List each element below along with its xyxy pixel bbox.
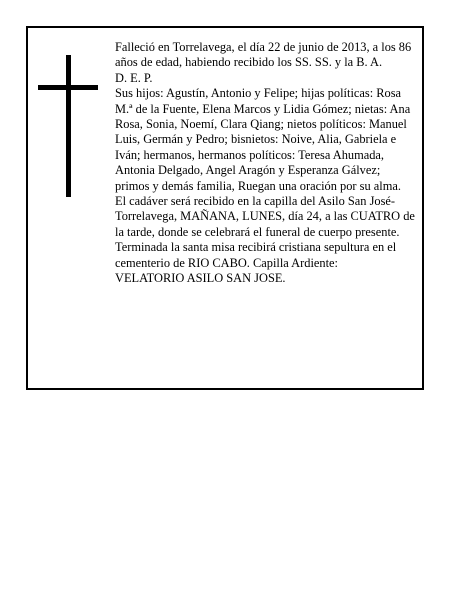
- obituary-text: [115, 40, 415, 287]
- obituary-body: Sus hijos: Agustín, Antonio y Felipe; hijas políticas: Rosa M.ª de la Fuente, Elena Marcos y Lidia Gómez; nietas: Ana Rosa, Sonia, Noemí, Clara Qiang; nietos políticos: Manuel Luis, Germán y Pedro; bisnietos: Noive, Alia, Gabriela e Iván; hermanos, hermanos políticos: Teresa Ahumada, Antonia Delgado, Angel Aragón y Esperanza Gálvez; primos y demás familia, Ruegan una oración por su alma. El cadáver será recibido en la capilla del Asilo San José-Torrelavega, MAÑANA, LUNES, día 24, a las CUATRO de la tarde, donde se celebrará el funeral de cuerpo presente. Terminada la santa misa recibirá cristiana sepultura en el cementerio de RIO CABO. Capilla Ardiente:: [115, 86, 415, 270]
- obituary-dep: D. E. P.: [115, 70, 153, 85]
- obituary-notice: [26, 26, 424, 390]
- obituary-velatorio: VELATORIO ASILO SAN JOSE.: [115, 271, 286, 286]
- cross-horizontal-bar: [38, 85, 98, 90]
- obituary-intro: Falleció en Torrelavega, el día 22 de junio de 2013, a los 86 años de edad, habiendo recibido los SS. SS. y la B. A.: [115, 40, 412, 70]
- cross-vertical-bar: [66, 55, 71, 197]
- cross-icon: [38, 55, 98, 197]
